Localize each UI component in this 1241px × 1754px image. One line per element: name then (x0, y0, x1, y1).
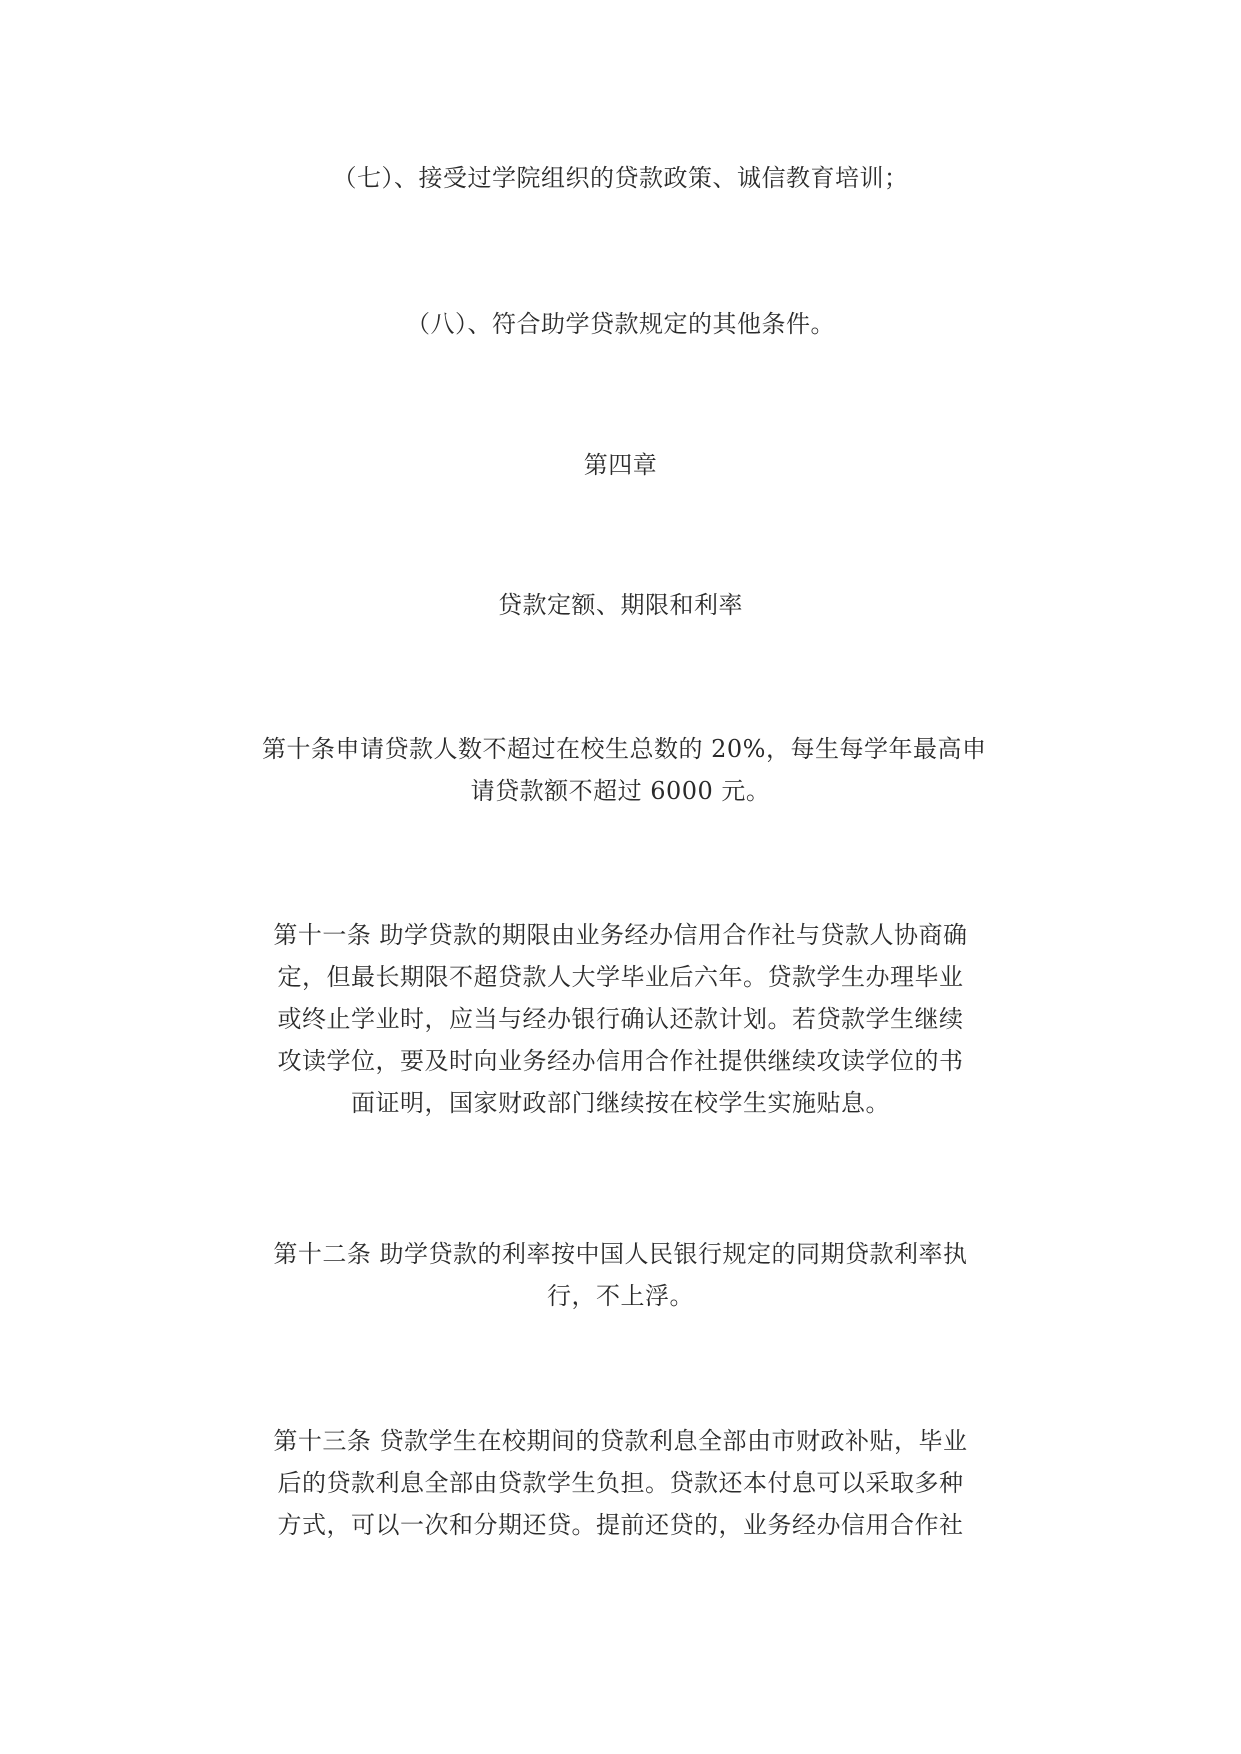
article-11-line: 第十一条 助学贷款的期限由业务经办信用合作社与贷款人协商确 (273, 921, 968, 949)
chapter-title (262, 584, 979, 626)
item-7-text: （七）、接受过学院组织的贷款政策、诚信教育培训； (332, 164, 909, 192)
article-13-line: 第十三条 贷款学生在校期间的贷款利息全部由市财政补贴，毕业 (273, 1427, 968, 1455)
article-10-line: 第十条申请贷款人数不超过在校生总数的 20%，每生每学年最高申 (262, 735, 987, 763)
article-12-line: 第十二条 助学贷款的利率按中国人民银行规定的同期贷款利率执 (273, 1240, 968, 1268)
article-11-line: 定，但最长期限不超贷款人大学毕业后六年。贷款学生办理毕业 (277, 963, 964, 991)
chapter-number (262, 444, 979, 486)
chapter-title-text: 贷款定额、期限和利率 (498, 591, 743, 619)
article-12-paragraph (262, 1233, 979, 1317)
article-13-paragraph (262, 1420, 979, 1546)
item-8-text: （八）、符合助学贷款规定的其他条件。 (406, 310, 835, 338)
article-11-line: 或终止学业时，应当与经办银行确认还款计划。若贷款学生继续 (277, 1005, 964, 1033)
item-8-paragraph (262, 303, 979, 345)
chapter-number-text: 第四章 (583, 451, 658, 479)
article-11-paragraph (262, 914, 979, 1124)
article-10-line: 请贷款额不超过 6000 元。 (470, 777, 771, 805)
article-11-line: 面证明，国家财政部门继续按在校学生实施贴息。 (351, 1089, 890, 1117)
article-13-line: 方式，可以一次和分期还贷。提前还贷的，业务经办信用合作社 (277, 1511, 964, 1539)
article-11-line: 攻读学位，要及时向业务经办信用合作社提供继续攻读学位的书 (277, 1047, 964, 1075)
article-10-paragraph (262, 728, 987, 812)
article-13-line: 后的贷款利息全部由贷款学生负担。贷款还本付息可以采取多种 (277, 1469, 964, 1497)
article-12-line: 行，不上浮。 (547, 1282, 694, 1310)
item-7-paragraph (262, 157, 979, 199)
